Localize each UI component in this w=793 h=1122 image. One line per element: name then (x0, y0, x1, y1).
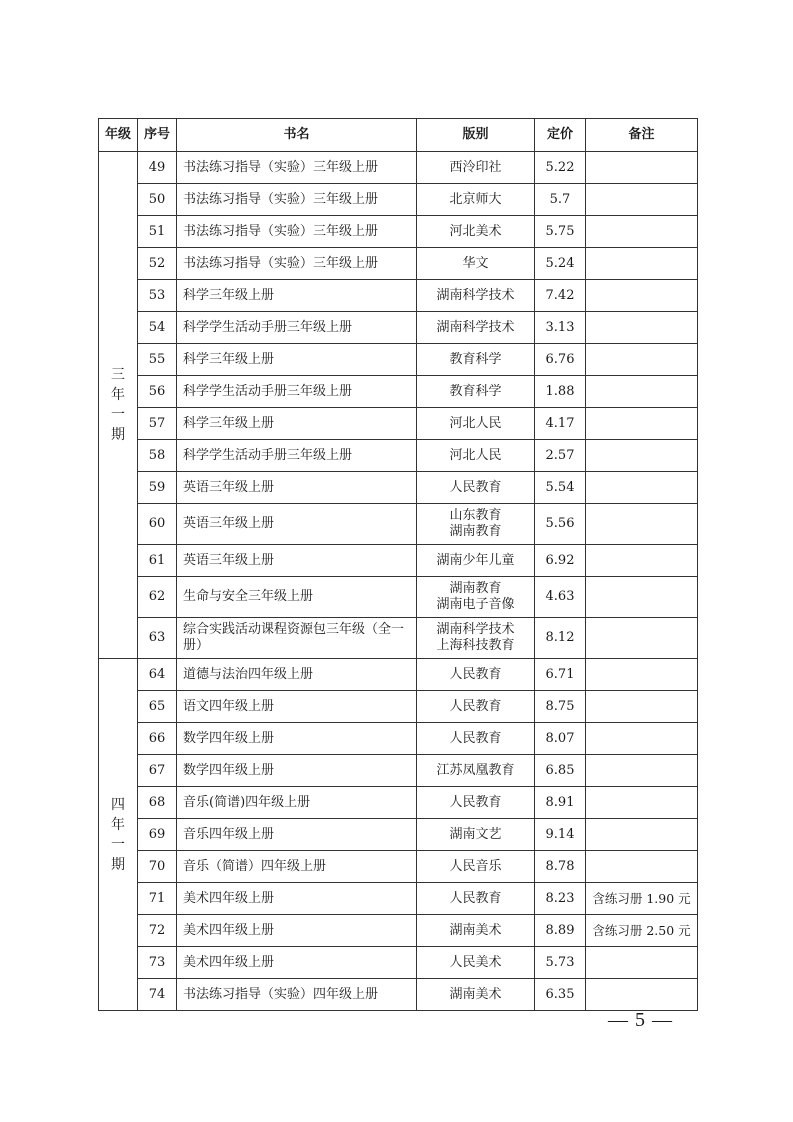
note-cell (586, 152, 698, 184)
table-row (99, 312, 698, 344)
edition-line: 人民教育 (449, 666, 502, 682)
edition-line: 河北人民 (449, 447, 502, 463)
table-row (99, 344, 698, 376)
edition-cell (417, 883, 535, 915)
header-edition: 版别 (417, 119, 535, 152)
edition-cell (417, 248, 535, 280)
table-row (99, 184, 698, 216)
table-row (99, 216, 698, 248)
title-cell: 科学三年级上册 (177, 280, 417, 312)
note-cell (586, 312, 698, 344)
edition-line: 北京师大 (449, 191, 502, 207)
edition-line: 人民教育 (449, 698, 502, 714)
seq-cell: 62 (138, 577, 177, 618)
table-row (99, 947, 698, 979)
title-cell: 科学学生活动手册三年级上册 (177, 312, 417, 344)
edition-cell (417, 312, 535, 344)
edition-cell (417, 947, 535, 979)
seq-cell: 49 (138, 152, 177, 184)
table-body (99, 152, 698, 1011)
edition-cell (417, 344, 535, 376)
edition-cell (417, 545, 535, 577)
table-row (99, 472, 698, 504)
title-cell: 英语三年级上册 (177, 472, 417, 504)
price-cell: 1.88 (535, 376, 586, 408)
edition-cell (417, 659, 535, 691)
edition-line: 湖南科学技术 (436, 319, 515, 335)
table-row (99, 545, 698, 577)
table-row (99, 280, 698, 312)
header-grade: 年级 (99, 119, 138, 152)
edition-cell (417, 787, 535, 819)
table-row (99, 152, 698, 184)
title-cell: 美术四年级上册 (177, 947, 417, 979)
price-cell: 8.23 (535, 883, 586, 915)
grade-cell (99, 659, 138, 1011)
edition-cell (417, 819, 535, 851)
seq-cell: 65 (138, 691, 177, 723)
note-cell (586, 819, 698, 851)
price-cell: 5.75 (535, 216, 586, 248)
price-cell: 6.71 (535, 659, 586, 691)
textbook-price-table (98, 118, 698, 1011)
title-cell: 音乐（简谱）四年级上册 (177, 851, 417, 883)
note-cell (586, 408, 698, 440)
seq-cell: 68 (138, 787, 177, 819)
edition-cell (417, 577, 535, 618)
table-row (99, 248, 698, 280)
edition-cell (417, 618, 535, 659)
note-cell (586, 723, 698, 755)
table-row (99, 376, 698, 408)
price-cell: 4.17 (535, 408, 586, 440)
edition-cell (417, 184, 535, 216)
table-row (99, 440, 698, 472)
edition-cell (417, 915, 535, 947)
note-cell (586, 440, 698, 472)
edition-cell (417, 152, 535, 184)
edition-line: 湖南电子音像 (436, 597, 515, 612)
title-cell: 音乐(简谱)四年级上册 (177, 787, 417, 819)
seq-cell: 51 (138, 216, 177, 248)
title-cell: 科学学生活动手册三年级上册 (177, 440, 417, 472)
title-cell: 科学学生活动手册三年级上册 (177, 376, 417, 408)
seq-cell: 55 (138, 344, 177, 376)
edition-cell (417, 472, 535, 504)
note-cell (586, 851, 698, 883)
note-cell (586, 504, 698, 545)
edition-line: 上海科技教育 (436, 638, 515, 653)
price-cell: 5.73 (535, 947, 586, 979)
edition-line: 教育科学 (449, 383, 502, 399)
title-cell: 生命与安全三年级上册 (177, 577, 417, 618)
edition-line: 湖南教育 (449, 524, 502, 539)
price-cell: 5.7 (535, 184, 586, 216)
price-cell: 8.89 (535, 915, 586, 947)
edition-line: 湖南少年儿童 (436, 552, 515, 568)
seq-cell: 73 (138, 947, 177, 979)
seq-cell: 54 (138, 312, 177, 344)
title-cell: 书法练习指导（实验）四年级上册 (177, 979, 417, 1011)
edition-line: 人民教育 (449, 730, 502, 746)
grade-label: 四年一期 (111, 796, 125, 873)
note-cell (586, 691, 698, 723)
seq-cell: 63 (138, 618, 177, 659)
title-cell: 数学四年级上册 (177, 723, 417, 755)
price-cell: 5.56 (535, 504, 586, 545)
title-cell: 综合实践活动课程资源包三年级（全一册） (177, 618, 417, 659)
price-cell: 8.07 (535, 723, 586, 755)
note-cell (586, 248, 698, 280)
note-cell (586, 280, 698, 312)
seq-cell: 52 (138, 248, 177, 280)
header-seq: 序号 (138, 119, 177, 152)
edition-line: 山东教育 (449, 508, 502, 523)
edition-cell (417, 216, 535, 248)
title-cell: 美术四年级上册 (177, 883, 417, 915)
price-cell: 6.35 (535, 979, 586, 1011)
price-cell: 2.57 (535, 440, 586, 472)
price-cell: 8.78 (535, 851, 586, 883)
edition-cell (417, 979, 535, 1011)
title-cell: 书法练习指导（实验）三年级上册 (177, 184, 417, 216)
table-row (99, 851, 698, 883)
price-cell: 6.76 (535, 344, 586, 376)
edition-cell (417, 408, 535, 440)
table-row (99, 819, 698, 851)
title-cell: 科学三年级上册 (177, 408, 417, 440)
title-cell: 美术四年级上册 (177, 915, 417, 947)
edition-line: 人民教育 (449, 890, 502, 906)
note-cell (586, 184, 698, 216)
note-cell (586, 787, 698, 819)
price-cell: 5.54 (535, 472, 586, 504)
edition-line: 湖南教育 (449, 581, 502, 596)
seq-cell: 61 (138, 545, 177, 577)
price-cell: 7.42 (535, 280, 586, 312)
edition-line: 人民美术 (449, 954, 502, 970)
title-cell: 数学四年级上册 (177, 755, 417, 787)
edition-cell (417, 691, 535, 723)
note-cell (586, 577, 698, 618)
table-row (99, 577, 698, 618)
note-cell (586, 472, 698, 504)
edition-line: 湖南文艺 (449, 826, 502, 842)
grade-cell (99, 152, 138, 659)
edition-cell (417, 440, 535, 472)
table-row (99, 915, 698, 947)
seq-cell: 60 (138, 504, 177, 545)
note-cell (586, 755, 698, 787)
note-cell (586, 618, 698, 659)
title-cell: 道德与法治四年级上册 (177, 659, 417, 691)
table-row (99, 883, 698, 915)
table-row (99, 787, 698, 819)
note-cell: 含练习册 1.90 元 (586, 883, 698, 915)
grade-label: 三年一期 (111, 367, 125, 443)
seq-cell: 66 (138, 723, 177, 755)
edition-cell (417, 755, 535, 787)
title-cell: 书法练习指导（实验）三年级上册 (177, 216, 417, 248)
title-cell: 英语三年级上册 (177, 545, 417, 577)
table-row (99, 979, 698, 1011)
seq-cell: 70 (138, 851, 177, 883)
table-header-row (99, 119, 698, 152)
edition-line: 人民教育 (449, 794, 502, 810)
note-cell (586, 659, 698, 691)
edition-line: 河北人民 (449, 415, 502, 431)
header-note: 备注 (586, 119, 698, 152)
seq-cell: 72 (138, 915, 177, 947)
price-cell: 3.13 (535, 312, 586, 344)
table-row (99, 408, 698, 440)
table-row (99, 618, 698, 659)
title-cell: 语文四年级上册 (177, 691, 417, 723)
title-cell: 科学三年级上册 (177, 344, 417, 376)
header-title: 书名 (177, 119, 417, 152)
edition-line: 教育科学 (449, 351, 502, 367)
header-price: 定价 (535, 119, 586, 152)
title-cell: 书法练习指导（实验）三年级上册 (177, 248, 417, 280)
table-row (99, 723, 698, 755)
edition-line: 人民教育 (449, 479, 502, 495)
seq-cell: 56 (138, 376, 177, 408)
edition-cell (417, 851, 535, 883)
edition-line: 华文 (462, 255, 489, 271)
price-cell: 9.14 (535, 819, 586, 851)
title-cell: 书法练习指导（实验）三年级上册 (177, 152, 417, 184)
page-number: — 5 — (608, 1009, 673, 1031)
note-cell (586, 545, 698, 577)
seq-cell: 71 (138, 883, 177, 915)
title-cell: 音乐四年级上册 (177, 819, 417, 851)
note-cell (586, 947, 698, 979)
edition-line: 人民音乐 (449, 858, 502, 874)
edition-line: 湖南美术 (449, 986, 502, 1002)
table-row (99, 755, 698, 787)
price-cell: 4.63 (535, 577, 586, 618)
seq-cell: 74 (138, 979, 177, 1011)
seq-cell: 69 (138, 819, 177, 851)
edition-cell (417, 280, 535, 312)
note-cell (586, 376, 698, 408)
title-cell: 英语三年级上册 (177, 504, 417, 545)
edition-cell (417, 723, 535, 755)
price-cell: 5.24 (535, 248, 586, 280)
edition-line: 西泠印社 (449, 159, 502, 175)
price-cell: 8.12 (535, 618, 586, 659)
seq-cell: 58 (138, 440, 177, 472)
seq-cell: 67 (138, 755, 177, 787)
edition-cell (417, 504, 535, 545)
edition-line: 湖南美术 (449, 922, 502, 938)
edition-line: 江苏凤凰教育 (436, 762, 515, 778)
table-row (99, 691, 698, 723)
seq-cell: 57 (138, 408, 177, 440)
table-row (99, 504, 698, 545)
edition-line: 河北美术 (449, 223, 502, 239)
seq-cell: 50 (138, 184, 177, 216)
note-cell: 含练习册 2.50 元 (586, 915, 698, 947)
edition-cell (417, 376, 535, 408)
seq-cell: 53 (138, 280, 177, 312)
price-cell: 8.91 (535, 787, 586, 819)
seq-cell: 59 (138, 472, 177, 504)
edition-line: 湖南科学技术 (436, 622, 515, 637)
table-row (99, 659, 698, 691)
price-cell: 6.92 (535, 545, 586, 577)
price-cell: 5.22 (535, 152, 586, 184)
edition-line: 湖南科学技术 (436, 287, 515, 303)
note-cell (586, 979, 698, 1011)
price-cell: 8.75 (535, 691, 586, 723)
price-cell: 6.85 (535, 755, 586, 787)
note-cell (586, 216, 698, 248)
note-cell (586, 344, 698, 376)
seq-cell: 64 (138, 659, 177, 691)
